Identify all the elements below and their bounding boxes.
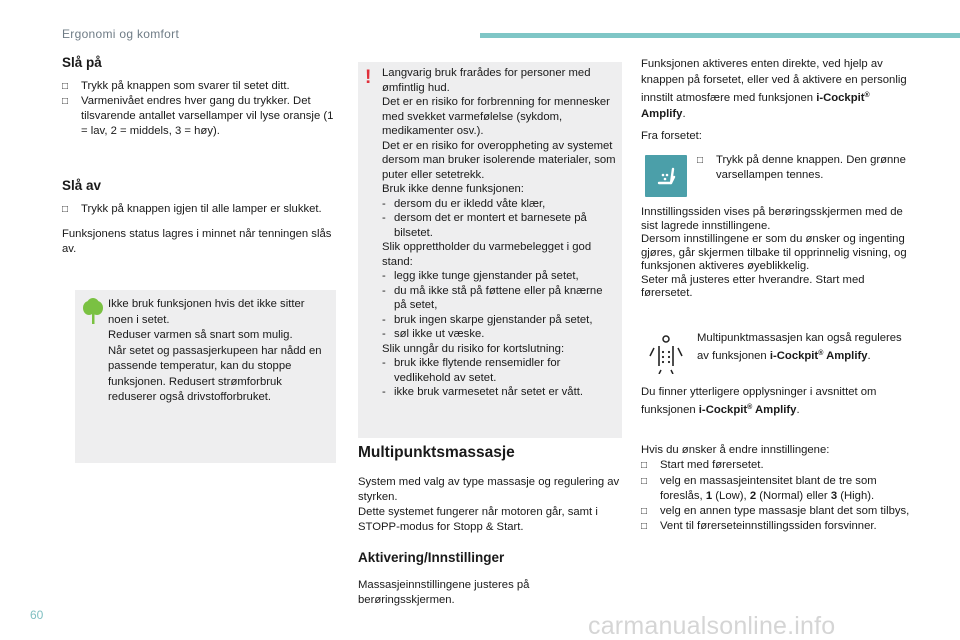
list-item: □ Vent til førerseteinnstillingssiden forsvinner. bbox=[641, 519, 913, 534]
exclamation-icon: ! bbox=[365, 67, 372, 88]
settings-text: Innstillingssiden vises på berøringsskjermen med de sist lagrede innstillingene. Dersom innstillingene er som du ønsker og ingenting gjøres, går skjermen tilbake til opprinnelig visning, og funksjonen aktiveres øyeblikkelig. Seter må justeres etter hverandre. Start med førersetet. bbox=[641, 206, 907, 299]
heading-aktivering: Aktivering/Innstillinger bbox=[358, 550, 505, 565]
checkbox-icon: □ bbox=[641, 460, 648, 472]
column-right: Funksjonen aktiveres enten direkte, ved hjelp av knappen på forsetet, eller ved å aktivere en personlig innstilt atmosfære med funksjonen i-Cockpit® Amplify. Fra forsetet: bbox=[641, 58, 907, 142]
checkbox-icon: □ bbox=[62, 81, 69, 92]
checkbox-icon: □ bbox=[62, 96, 69, 107]
checkbox-icon: □ bbox=[641, 475, 648, 487]
massage-section: Multipunktsmassasje System med valg av type massasje og regulering av styrken. Dette systemet fungerer når motoren går, samt i STOPP-modus for Stopp & Start. Aktivering/Innstillinger Massasjeinnstillingene justeres på berøringsskjermen. bbox=[358, 443, 622, 608]
list-item: □ Trykk på denne knappen. Den grønne varsellampen tennes. bbox=[697, 154, 906, 181]
heading-sla-av: Slå av bbox=[62, 178, 102, 193]
list-item: □ Trykk på knappen som svarer til setet ditt. bbox=[62, 80, 290, 92]
memory-note: Funksjonens status lagres i minnet når tenningen slås av. bbox=[62, 228, 332, 255]
header-accent-bar bbox=[480, 33, 960, 38]
section-title: Ergonomi og komfort bbox=[62, 27, 180, 41]
column-left bbox=[62, 54, 342, 257]
massage-note: Multipunktmassasjen kan også reguleres av funksjonen i-Cockpit® Amplify. bbox=[697, 332, 902, 362]
page-number: 60 bbox=[30, 608, 44, 622]
list-item: □ Start med førersetet. bbox=[641, 458, 913, 473]
list-item: □ Varmenivået endres hver gang du trykker. Det tilsvarende antallet varsellamper vil lyse oransje (1 = lav, 2 = middels, 3 = høy). bbox=[62, 95, 334, 137]
list-item: □ Trykk på knappen igjen til alle lamper er slukket. bbox=[62, 203, 322, 215]
checkbox-icon: □ bbox=[641, 506, 648, 518]
list-item: □ velg en annen type massasje blant det som tilbys, bbox=[641, 504, 913, 519]
checkbox-icon: □ bbox=[62, 204, 69, 215]
change-settings: Hvis du ønsker å endre innstillingene: □ Start med førersetet. □ velg en massasjeintensitet blant de tre som foreslås, 1 (Low), 2 (Normal) eller 3 (High). □ velg en annen type massasje blant det som tilbys, □ Vent til førerseteinnstillingssiden forsvinner. bbox=[641, 443, 913, 535]
list-item: □ velg en massasjeintensitet blant de tre som foreslås, 1 (Low), 2 (Normal) eller 3 (High). bbox=[641, 474, 877, 502]
more-info: Du finner ytterligere opplysninger i avsnittet om funksjonen i-Cockpit® Amplify. bbox=[641, 386, 877, 416]
seat-massage-button-icon bbox=[645, 155, 687, 197]
checkbox-icon: □ bbox=[641, 521, 648, 533]
eco-info-text: Ikke bruk funksjonen hvis det ikke sitter noen i setet. Reduser varmen så snart som mulig. Når setet og passasjerkupeen har nådd en passende temperatur, kan du stoppe funksjonen. Redusert strømforbruk reduserer også drivstofforbruket. bbox=[108, 298, 322, 403]
massage-person-icon bbox=[648, 334, 684, 374]
watermark: carmanualsonline.info bbox=[588, 612, 836, 640]
checkbox-icon: □ bbox=[697, 155, 704, 166]
warning-text: Langvarig bruk frarådes for personer med ømfintlig hud. Det er en risiko for forbrenning for mennesker med svekket varmefølelse (sykdom, medikamenter osv.). Det er en risiko for overoppheting av systemet dersom man bruker isolerende materialer, som puter eller setetrekk. Bruk ikke denne funksjonen: - dersom du er ikledd våte klær, - dersom det er montert et barnesete på bilsetet. Slik opprettholder du varmebelegget i god stand: - legg ikke tunge gjenstander på setet, - du må ikke stå på føttene eller på knærne på setet, - bruk ingen skarpe gjenstander på setet, - søl ikke ut væske. Slik unngår du risiko for kortslutning: - bruk ikke flytende rensemidler for vedlikehold av setet. - ikke bruk varmesetet når setet er vått. bbox=[382, 67, 616, 398]
leaf-icon bbox=[82, 298, 104, 326]
heading-sla-pa: Slå på bbox=[62, 55, 102, 70]
heading-multipunktsmassasje: Multipunktsmassasje bbox=[358, 444, 515, 461]
